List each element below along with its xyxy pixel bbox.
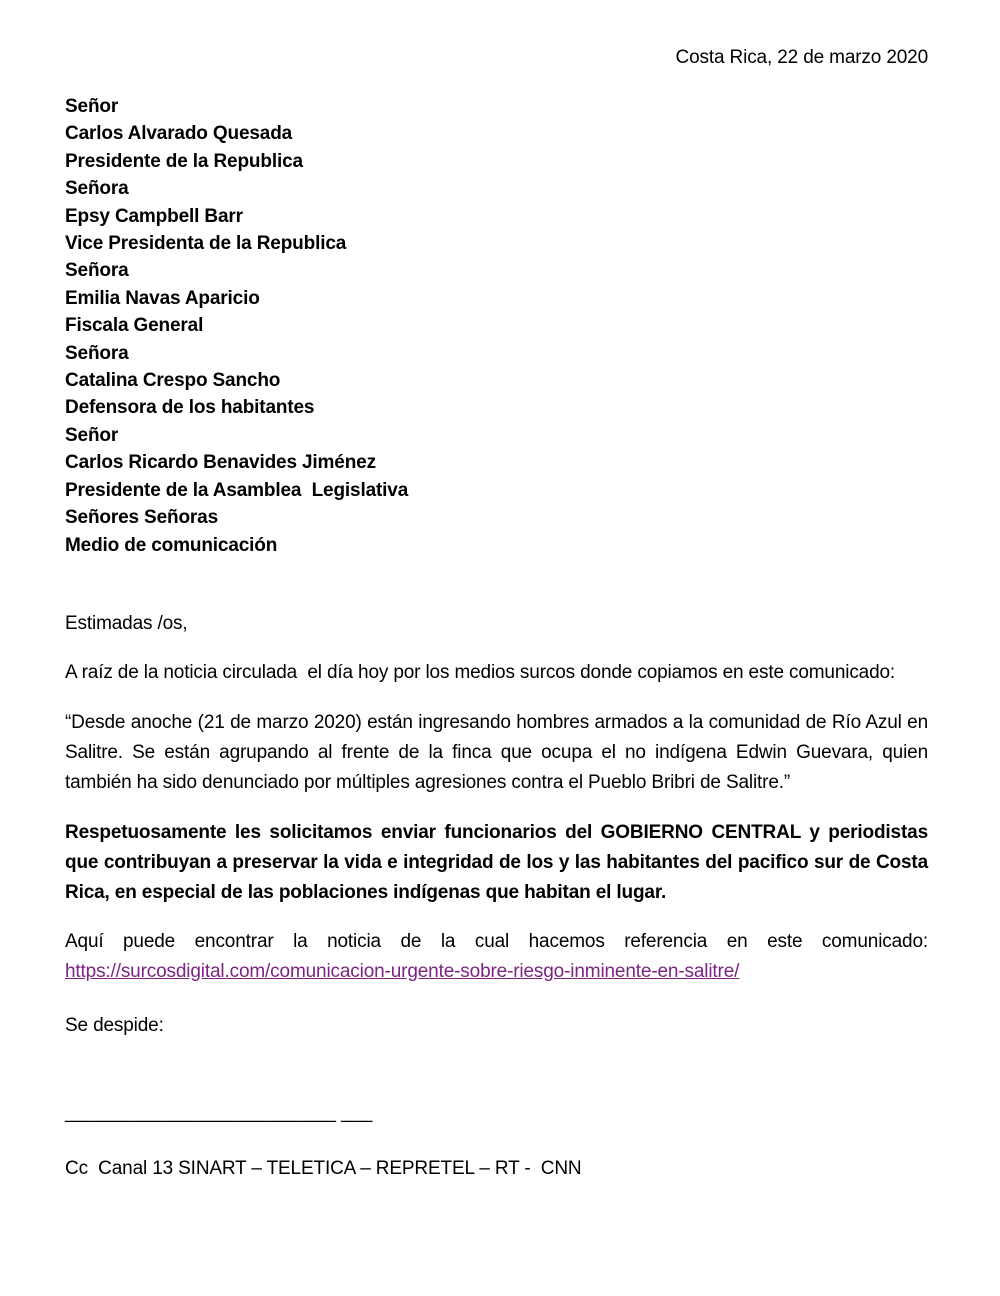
salutation: Estimadas /os,	[65, 612, 188, 634]
recipient-line: Carlos Ricardo Benavides Jiménez	[65, 452, 376, 474]
link-intro-text: Aquí puede encontrar la noticia de la cual hacemos referencia en este comunicado:	[65, 930, 928, 952]
link-paragraph	[65, 927, 928, 987]
recipient-line: Señora	[65, 260, 129, 282]
recipient-line: Presidente de la Republica	[65, 150, 303, 172]
recipient-line: Catalina Crespo Sancho	[65, 370, 281, 392]
recipient-line: Señora	[65, 342, 129, 364]
signature-line: __________________________ ___	[65, 1101, 373, 1123]
recipient-line: Epsy Campbell Barr	[65, 205, 243, 227]
cc-line: Cc Canal 13 SINART – TELETICA – REPRETEL – RT - CNN	[65, 1157, 582, 1179]
recipient-block	[65, 93, 928, 559]
recipient-line: Señor	[65, 96, 119, 117]
recipient-line: Emilia Navas Aparicio	[65, 287, 260, 309]
article-link[interactable]: https://surcosdigital.com/comunicacion-urgente-sobre-riesgo-inminente-en-salitre/	[65, 960, 740, 982]
recipient-line: Fiscala General	[65, 315, 204, 337]
intro-paragraph: A raíz de la noticia circulada el día hoy por los medios surcos donde copiamos en este comunicado:	[65, 661, 896, 683]
recipient-line: Medio de comunicación	[65, 534, 278, 556]
recipient-line: Señores Señoras	[65, 507, 218, 529]
request-paragraph: Respetuosamente les solicitamos enviar funcionarios del GOBIERNO CENTRAL y periodistas que contribuyan a preservar la vida e integridad de los y las habitantes del pacifico sur de Costa Rica, en especial de las poblaciones indígenas que habitan el lugar.	[65, 821, 928, 903]
recipient-line: Vice Presidenta de la Republica	[65, 233, 347, 255]
recipient-line: Señor	[65, 424, 119, 446]
recipient-line: Presidente de la Asamblea Legislativa	[65, 479, 409, 501]
recipient-line: Carlos Alvarado Quesada	[65, 123, 293, 145]
recipient-line: Señora	[65, 178, 129, 200]
closing-line: Se despide:	[65, 1014, 164, 1036]
quote-paragraph: “Desde anoche (21 de marzo 2020) están ingresando hombres armados a la comunidad de Río Azul en Salitre. Se están agrupando al frente de la finca que ocupa el no indígena Edwin Guevara, quien también ha sido denunciado por múltiples agresiones contra el Pueblo Bribri de Salitre.”	[65, 711, 928, 793]
recipient-line: Defensora de los habitantes	[65, 397, 315, 419]
date-line: Costa Rica, 22 de marzo 2020	[675, 47, 928, 68]
